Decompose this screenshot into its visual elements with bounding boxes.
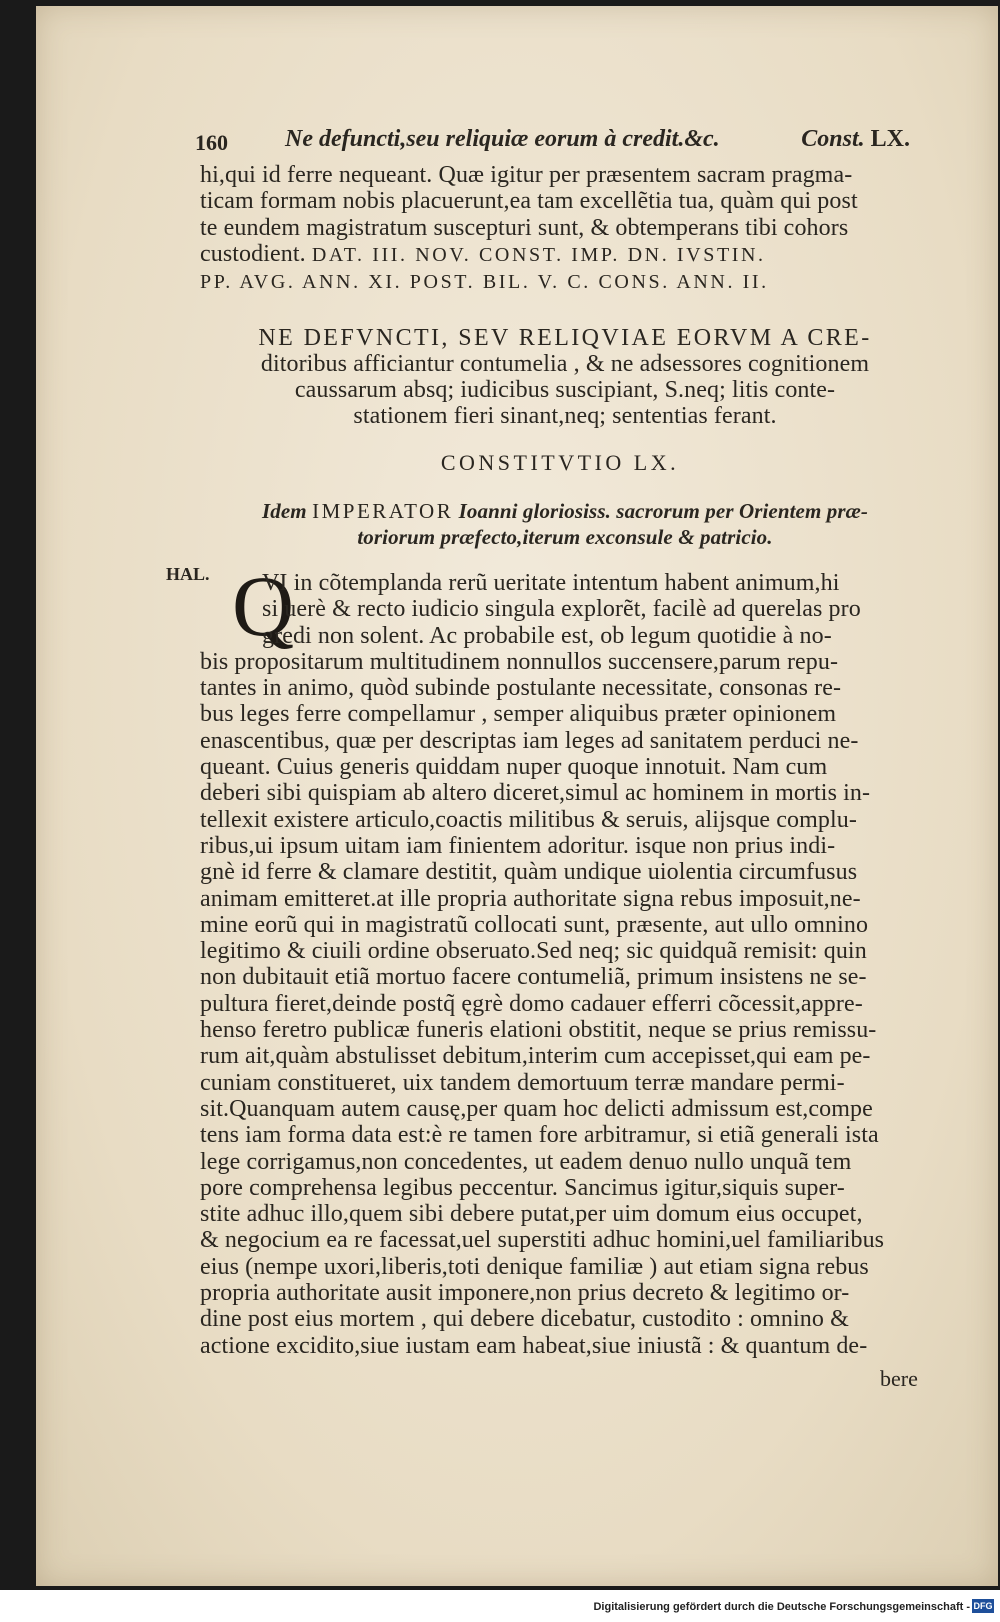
dedication-imperator: IMPERATOR bbox=[312, 499, 454, 523]
page-number: 160 bbox=[195, 130, 228, 155]
rubric-line: stationem fieri sinant,neq; sententias ferant. bbox=[353, 403, 777, 429]
text-line: deberi sibi quispiam ab altero diceret,simul ac hominem in mortis in- bbox=[200, 780, 871, 807]
text-line: cuniam constitueret, uix tandem demortuum terræ mandare permi- bbox=[200, 1069, 845, 1096]
dedication-line bbox=[210, 498, 920, 524]
text-fragment: custodient. bbox=[200, 240, 306, 267]
text-line: hi,qui id ferre nequeant. Quæ igitur per præsentem sacram pragma- bbox=[200, 162, 853, 188]
rubric-heading bbox=[205, 325, 925, 429]
const-number: LX. bbox=[870, 126, 910, 152]
text-line: tantes in animo, quòd subinde postulante necessitate, consonas re- bbox=[200, 675, 842, 702]
text-line: actione excidito,siue iustam eam habeat,siue iniustã : & quantum de- bbox=[200, 1332, 868, 1359]
text-line: henso feretro publicæ funeris elationi obstitit, neque se prius remissu- bbox=[200, 1017, 877, 1044]
rubric-line: NE DEFVNCTI, SEV RELIQVIAE EORVM A CRE- bbox=[258, 325, 872, 351]
text-line: eius (nempe uxori,liberis,toti denique familiæ ) aut etiam signa rebus bbox=[200, 1253, 869, 1280]
text-line: si uerè & recto iudicio singula explorẽt, facilè ad querelas pro bbox=[262, 596, 861, 623]
rubric-line: caussarum absq; iudicibus suscipiant, S.neq; litis conte- bbox=[294, 377, 836, 403]
text-line: queant. Cuius generis quiddam nuper quoque innotuit. Nam cum bbox=[200, 754, 828, 781]
footer-bar bbox=[0, 1590, 1000, 1622]
text-line: non dubitauit etiã mortuo facere contumeliã, primum insistens ne se- bbox=[200, 964, 867, 991]
text-line: dine post eius mortem , qui debere dicebatur, custodito : omnino & bbox=[200, 1306, 849, 1333]
text-line: gredi non solent. Ac probabile est, ob legum quotidie à no- bbox=[262, 622, 832, 649]
text-line: propria authoritate ausit imponere,non prius decreto & legitimo or- bbox=[200, 1280, 850, 1307]
running-head-title: Ne defuncti,seu reliquiæ eorum à credit.&c. bbox=[285, 126, 720, 152]
text-line bbox=[200, 241, 925, 268]
text-line: sit.Quanquam autem causę,per quam hoc delicti admissum est,compe bbox=[200, 1095, 873, 1122]
text-line: bis propositarum multitudinem nonnullos succensere,parum repu- bbox=[200, 648, 839, 675]
const-label: Const. bbox=[801, 126, 865, 152]
constitution-body bbox=[200, 570, 925, 1359]
dedication bbox=[210, 498, 920, 550]
text-line: enascentibus, quæ per descriptas iam leges ad sanitatem perduci ne- bbox=[200, 727, 859, 754]
text-line: bus leges ferre compellamur , semper aliquibus præter opinionem bbox=[200, 701, 837, 728]
text-line: pultura fieret,deinde postq̃ ęgrè domo cadauer efferri cõcessit,appre- bbox=[200, 990, 863, 1017]
date-line: PP. AVG. ANN. XI. POST. BIL. V. C. CONS. ANN. II. bbox=[200, 271, 769, 294]
text-line: ribus,ui ipsum uitam iam finientem adoritur. isque non prius indi- bbox=[200, 832, 836, 859]
dfg-logo-icon: DFG bbox=[973, 1601, 993, 1611]
text-line: stite adhuc illo,quem sibi debere putat,per uim domum eius occupet, bbox=[200, 1201, 863, 1228]
text-line: tellexit existere articulo,coactis militibus & seruis, alijsque complu- bbox=[200, 806, 857, 833]
text-line: gnè id ferre & clamare destitit, quàm undique uiolentia circumfusus bbox=[200, 859, 858, 886]
text-line: lege corrigamus,non concedentes, ut eadem denuo nullo unquã tem bbox=[200, 1148, 852, 1175]
text-line: legitimo & ciuili ordine obseruato.Sed neq; sic quidquã remisit: quin bbox=[200, 938, 867, 965]
dedication-idem: Idem bbox=[262, 499, 307, 523]
text-line: tens iam forma data est:è re tamen fore arbitramur, si etiã generali ista bbox=[200, 1122, 879, 1149]
text-line: animam emitteret.at ille propria authoritate signa rebus imposuit,ne- bbox=[200, 885, 861, 912]
text-line: & negocium ea re facessat,uel superstiti adhuc homini,uel familiaribus bbox=[200, 1227, 885, 1254]
text-line: mine eorũ qui in magistratũ collocati sunt, præsente, aut ullo omnino bbox=[200, 911, 869, 938]
text-line: ticam formam nobis placuerunt,ea tam excellẽtia tua, quàm qui post bbox=[200, 188, 858, 215]
catchword: bere bbox=[880, 1366, 918, 1391]
running-head-constitution bbox=[801, 126, 910, 153]
text-line: rum ait,quàm abstulisset debitum,interim cum accepisset,qui eam pe- bbox=[200, 1043, 871, 1070]
drop-cap: Q bbox=[232, 558, 295, 654]
date-line: DAT. III. NOV. CONST. IMP. DN. IVSTIN. bbox=[311, 243, 766, 266]
dedication-line: toriorum præfecto,iterum exconsule & patricio. bbox=[357, 525, 773, 549]
text-line: VI in cõtemplanda rerũ ueritate intentum habent animum,hi bbox=[262, 570, 840, 596]
constitution-title: CONSTITVTIO LX. bbox=[440, 450, 680, 475]
previous-constitution-ending bbox=[200, 162, 925, 296]
footer-credit: Digitalisierung gefördert durch die Deutsche Forschungsgemeinschaft - bbox=[593, 1601, 970, 1613]
text-line: te eundem magistratum suscepturi sunt, & obtemperans tibi cohors bbox=[200, 214, 849, 241]
dedication-text: Ioanni gloriosiss. sacrorum per Orientem præ- bbox=[458, 499, 868, 523]
running-head bbox=[195, 126, 930, 162]
text-line: pore comprehensa legibus peccentur. Sancimus igitur,siquis super- bbox=[200, 1174, 845, 1201]
margin-note: HAL. bbox=[166, 564, 210, 584]
rubric-line: ditoribus afficiantur contumelia , & ne adsessores cognitionem bbox=[260, 351, 870, 377]
